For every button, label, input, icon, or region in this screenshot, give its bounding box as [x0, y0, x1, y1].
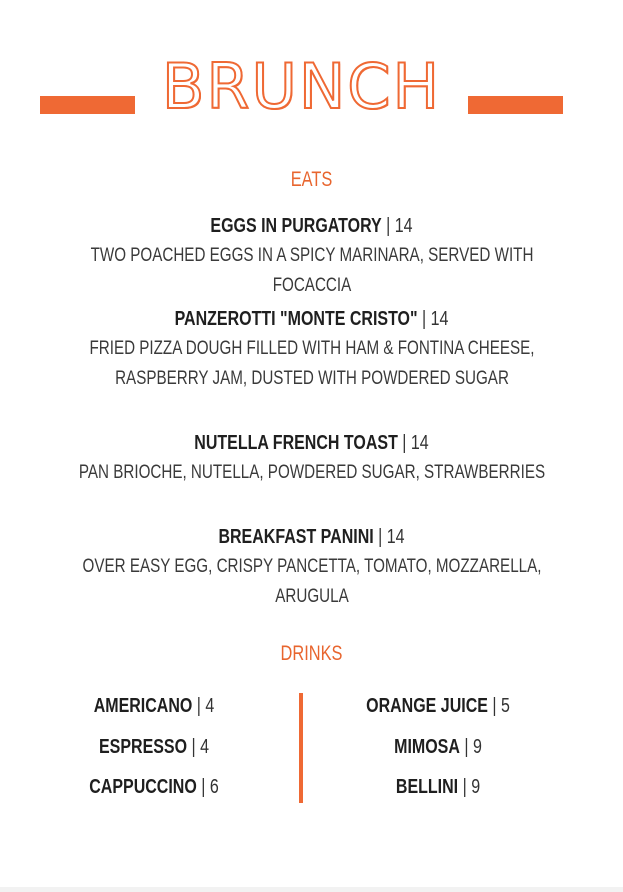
menu-title: BRUNCH: [161, 50, 442, 123]
page-bottom-edge: [0, 887, 623, 892]
item-description: FRIED PIZZA DOUGH FILLED WITH HAM & FONTINA CHEESE, RASPBERRY JAM, DUSTED WITH POWDERED SUGAR: [89, 338, 535, 389]
menu-header: [0, 52, 623, 122]
drink-item: ORANGE JUICE | 5: [366, 695, 510, 717]
drink-item: BELLINI | 9: [395, 776, 481, 798]
item-description: OVER EASY EGG, CRISPY PANCETTA, TOMATO, MOZZARELLA, ARUGULA: [82, 556, 542, 607]
title-bar-right: [468, 96, 563, 114]
title-bar-left: [40, 96, 135, 114]
item-price: 14: [386, 526, 405, 548]
item-name: BREAKFAST PANINI: [218, 526, 374, 548]
item-name: NUTELLA FRENCH TOAST: [194, 432, 398, 454]
drinks-divider: [299, 693, 303, 803]
drink-item: AMERICANO | 4: [93, 695, 215, 717]
item-price: 14: [394, 215, 413, 237]
item-price: 14: [430, 308, 449, 330]
item-description: TWO POACHED EGGS IN A SPICY MARINARA, SERVED WITH FOCACCIA: [90, 245, 534, 296]
menu-item: NUTELLA FRENCH TOAST | 14 PAN BRIOCHE, NUTELLA, POWDERED SUGAR, STRAWBERRIES: [0, 430, 623, 488]
drinks-column-right: [313, 693, 563, 815]
item-name: PANZEROTTI "MONTE CRISTO": [174, 308, 418, 330]
drinks-heading: DRINKS: [280, 642, 343, 665]
menu-item: EGGS IN PURGATORY | 14 TWO POACHED EGGS IN A SPICY MARINARA, SERVED WITH FOCACCIA: [0, 213, 623, 301]
drink-item: CAPPUCCINO | 6: [89, 776, 219, 798]
drinks-column-left: [29, 693, 279, 815]
menu-item: BREAKFAST PANINI | 14 OVER EASY EGG, CRISPY PANCETTA, TOMATO, MOZZARELLA, ARUGULA: [0, 524, 623, 612]
item-description: PAN BRIOCHE, NUTELLA, POWDERED SUGAR, STRAWBERRIES: [78, 462, 546, 483]
item-name: EGGS IN PURGATORY: [210, 215, 382, 237]
menu-item: PANZEROTTI "MONTE CRISTO" | 14 FRIED PIZZA DOUGH FILLED WITH HAM & FONTINA CHEESE, RASPBERRY JAM, DUSTED WITH POWDERED SUGAR: [0, 306, 623, 394]
item-price: 14: [410, 432, 429, 454]
drink-item: MIMOSA | 9: [394, 735, 482, 758]
drink-item: ESPRESSO | 4: [99, 735, 209, 758]
eats-heading: EATS: [290, 168, 333, 191]
